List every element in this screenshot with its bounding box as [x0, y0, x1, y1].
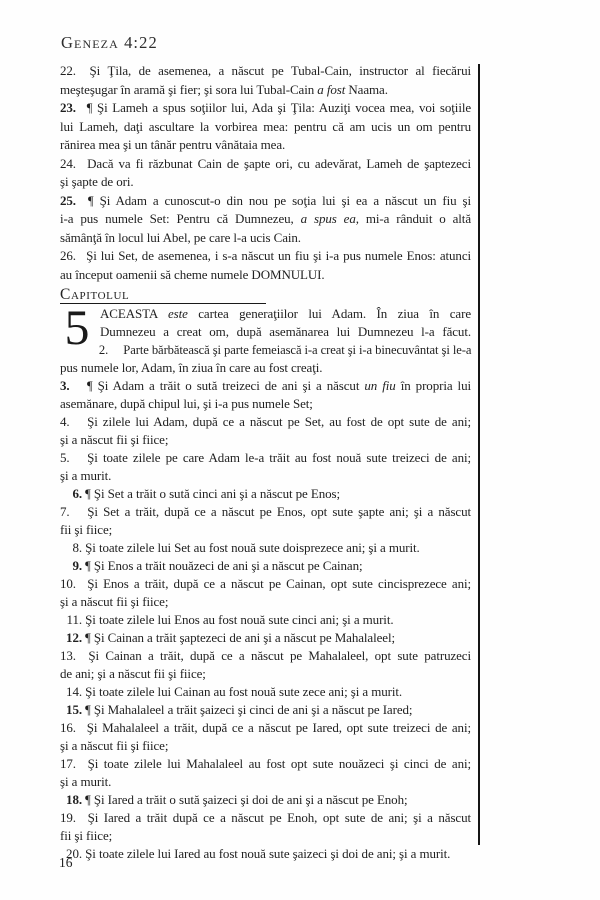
verse-text: sămânţă în locul lui Abel, pe care l-a ucis Cain.: [60, 229, 301, 245]
verse-line: [60, 809, 471, 827]
verse-line: [60, 773, 471, 791]
verse-text: pus numele lor, Adam, în ziua în care au fost creaţi.: [60, 360, 323, 375]
verse-26: [60, 247, 471, 284]
verse-text: Şi toate zilele lui Set au fost nouă sute doisprezece ani; şi a murit.: [85, 540, 420, 555]
chapter-heading: Capitolul: [60, 286, 266, 304]
pilcrow-icon: ¶: [85, 793, 91, 807]
verse-number: 17.: [60, 756, 76, 771]
verse-number: 6.: [72, 486, 82, 501]
verse-line: [60, 155, 471, 174]
verse-text: Parte bărbătească şi parte femeiască i-a creat şi i-a binecuvântat şi le-a: [123, 342, 472, 357]
verse-19: [60, 809, 471, 845]
verse-5: [60, 449, 471, 485]
verse-4: [60, 413, 471, 449]
verse-text: rănirea mea şi un tânăr pentru vânătaia mea.: [60, 137, 286, 152]
verse-18: [60, 791, 471, 809]
pilcrow-icon: ¶: [85, 487, 91, 501]
verse-text: Şi toate zilele lui Mahalaleel au fost opt sute nouăzeci şi cinci de ani;: [87, 756, 471, 771]
verse-text: Şi Cainan a trăit şaptezeci de ani şi a născut pe Mahalaleel;: [93, 630, 395, 645]
verse-text: ACEASTA: [100, 306, 168, 321]
verse-text: Şi Cainan a trăit, după ce a născut pe Mahalaleel, opt sute patruzeci: [88, 648, 471, 663]
verse-text: şi a născut fii şi fiice;: [60, 738, 169, 753]
verse-number: 26.: [60, 248, 76, 263]
verse-10: [60, 575, 471, 611]
verse-number: 3.: [60, 378, 70, 393]
verse-number: 20.: [66, 846, 82, 861]
verse-italic-text: este: [167, 306, 188, 321]
verse-text: lui Lameh, daţi ascultare la vorbirea mea: pentru că am ucis un om pentru: [60, 118, 471, 134]
verse-line: [60, 575, 471, 593]
verse-number: 16.: [60, 720, 76, 735]
verse-text: Şi toate zilele pe care Adam le-a trăit au fost nouă sute treizeci de ani;: [87, 450, 472, 465]
verse-text: Şi Ţila, de asemenea, a născut pe Tubal-Cain, instructor al fiecărui: [89, 63, 471, 78]
verse-line: [60, 683, 471, 701]
verse-text: Şi Mahalaleel a trăit şaizeci şi cinci de ani şi a născut pe Iared;: [93, 702, 413, 717]
verse-2: [60, 341, 471, 377]
verse-number: 25.: [60, 192, 76, 208]
verse-15: [60, 701, 471, 719]
verse-number: 15.: [66, 702, 82, 717]
page-number: 16: [59, 855, 73, 870]
verse-9: [60, 557, 471, 575]
verse-12: [60, 629, 471, 647]
verse-text: Şi Set a trăit, după ce a născut pe Enos, opt sute şapte ani; şi a născut: [87, 504, 471, 519]
verse-line: [60, 791, 471, 809]
verse-text: Şi Enos a trăit nouăzeci de ani şi a născut pe Cainan;: [93, 558, 363, 573]
verse-line: [60, 629, 471, 647]
running-head: Geneza 4:22: [61, 33, 158, 52]
verse-line: [60, 557, 471, 575]
verse-text: cartea generaţiilor lui Adam. În ziua în care: [187, 306, 471, 321]
verse-number: 11.: [66, 612, 82, 627]
verse-text: Şi Enos a trăit, după ce a născut pe Cainan, opt sute cincisprezece ani;: [87, 576, 472, 591]
verse-text: fii şi fiice;: [60, 828, 113, 843]
verse-line: [60, 845, 471, 863]
verse-text: Şi Mahalaleel a trăit, după ce a născut pe Iared, opt sute treizeci de ani;: [86, 720, 471, 735]
verse-line: [60, 467, 471, 485]
verse-line: [60, 118, 471, 137]
verse-text: Şi lui Set, de asemenea, i s-a născut un fiu şi i-a pus numele Enos: atunci: [86, 248, 471, 263]
verse-25: [60, 192, 471, 248]
verse-line: [60, 431, 471, 449]
verse-14: [60, 683, 471, 701]
verse-text: mi-a rânduit o altă: [358, 211, 471, 226]
verse-text: Şi Lameh a spus soţiilor lui, Ada şi Ţila: Auziţi vocea mea, voi soţiile: [96, 100, 472, 115]
verse-text: Şi Iared a trăit o sută şaizeci şi doi de ani şi a născut pe Enoh;: [93, 792, 408, 807]
verse-line: [60, 485, 471, 503]
verse-line: [60, 192, 471, 211]
verse-line: [60, 247, 471, 266]
pilcrow-icon: ¶: [85, 703, 91, 717]
verse-line: [60, 341, 472, 359]
verse-24: [60, 155, 471, 192]
section-genesis5: [60, 341, 471, 863]
verse-line: [60, 611, 471, 629]
verse-text: meşteşugar în aramă şi fier; şi sora lui Tubal-Cain: [60, 81, 318, 97]
verse-number: 19.: [60, 810, 76, 825]
verse-22: [60, 62, 471, 99]
verse-text: fii şi fiice;: [60, 522, 113, 537]
pilcrow-icon: ¶: [86, 101, 93, 115]
verse-line: [60, 719, 471, 737]
verse-text: Naama.: [345, 81, 388, 97]
verse-line: [60, 755, 471, 773]
verse-number: 7.: [60, 504, 70, 519]
verse-number: 13.: [60, 648, 76, 663]
verse-text: de ani; şi a născut fii şi fiice;: [60, 666, 206, 681]
verse-20: [60, 845, 471, 863]
verse-text: Şi Iared a trăit după ce a născut pe Enoh, opt sute de ani; şi a născut: [87, 810, 471, 825]
verse-line: [60, 449, 471, 467]
verse-line: [60, 359, 471, 377]
verse-6: [60, 485, 471, 503]
verse-text: şi a murit.: [60, 468, 112, 483]
verse-text: Şi Adam a cunoscut-o din nou pe soţia lui şi ea a născut un fiu şi: [99, 192, 471, 208]
verse-line: [60, 323, 471, 341]
verse-number: 12.: [66, 630, 82, 645]
verse-number: 2.: [98, 342, 109, 357]
verse-number: 14.: [66, 684, 82, 699]
verse-line: [60, 395, 471, 413]
verse-11: [60, 611, 471, 629]
pilcrow-icon: ¶: [85, 631, 91, 645]
verse-text: i-a pus numele Set: Pentru că Dumnezeu,: [60, 211, 301, 226]
verse-23: [60, 99, 471, 155]
verse-line: [60, 173, 471, 192]
verse-line: [60, 229, 471, 248]
verse-text: şi a născut fii şi fiice;: [60, 594, 169, 609]
verse-13: [60, 647, 471, 683]
verse-text: Şi Set a trăit o sută cinci ani şi a născut pe Enos;: [93, 486, 340, 501]
verse-8: [60, 539, 471, 557]
verse-line: [60, 539, 471, 557]
verse-line: [60, 266, 471, 285]
verse-number: 10.: [60, 576, 76, 591]
pilcrow-icon: ¶: [85, 559, 91, 573]
verse-3: [60, 377, 471, 413]
verse-text: în propria lui: [395, 378, 471, 393]
verse-line: [60, 81, 471, 100]
verse-text: şi şapte de ori.: [60, 174, 134, 189]
verse-italic-text: a spus ea,: [300, 211, 359, 226]
verse-line: [60, 503, 471, 521]
verse-number: 9.: [72, 558, 82, 573]
verse-line: [60, 377, 471, 395]
verse-text: Şi toate zilele lui Enos au fost nouă sute cinci ani; şi a murit.: [85, 612, 394, 627]
pilcrow-icon: ¶: [87, 379, 93, 393]
verse-line: [60, 413, 471, 431]
verse-text: şi a născut fii şi fiice;: [60, 432, 169, 447]
verse-line: [60, 737, 471, 755]
verse-line: [60, 647, 471, 665]
verse-line: [60, 136, 471, 155]
verse-text: Dumnezeu a creat om, după asemănarea lui Dumnezeu l-a făcut.: [100, 324, 471, 339]
verse-line: [60, 827, 471, 845]
verse-line: [60, 62, 471, 81]
verse-number: 24.: [60, 155, 76, 171]
verse-text: şi a murit.: [60, 774, 112, 789]
verse-text: Şi toate zilele lui Iared au fost nouă sute şaizeci şi doi de ani; şi a murit.: [85, 846, 451, 861]
chapter-drop-cap: 5: [64, 299, 90, 355]
verse-line: [60, 701, 471, 719]
verse-text: asemănare, după chipul lui, şi i-a pus numele Set;: [60, 396, 313, 411]
verse-7: [60, 503, 471, 539]
verse-text: Şi Adam a trăit o sută treizeci de ani şi a născut: [97, 378, 365, 393]
verse-number: 8.: [72, 540, 82, 555]
verse-line: [60, 99, 471, 118]
verse-number: 4.: [60, 414, 70, 429]
verse-text: Dacă va fi răzbunat Cain de şapte ori, cu adevărat, Lameh de şaptezeci: [87, 155, 471, 171]
verse-line: [60, 210, 471, 229]
verse-text: au început oamenii să cheme numele DOMNULUI.: [60, 266, 325, 282]
verse-number: 18.: [66, 792, 82, 807]
verse-line: [60, 665, 471, 683]
verse-line: [60, 305, 471, 323]
verse-line: [60, 593, 471, 611]
verse-17: [60, 755, 471, 791]
section-genesis4: [60, 62, 471, 284]
pilcrow-icon: ¶: [88, 193, 94, 208]
margin-rule: [478, 64, 480, 845]
verse-line: [60, 521, 471, 539]
verse-text: Şi zilele lui Adam, după ce a născut pe Set, au fost de opt sute de ani;: [87, 414, 471, 429]
verse-number: 5.: [60, 450, 70, 465]
text-column: [60, 62, 471, 863]
verse-number: 23.: [60, 100, 76, 115]
verse-16: [60, 719, 471, 755]
verse-number: 22.: [60, 63, 76, 78]
verse-italic-text: un fiu: [364, 378, 396, 393]
verse-text: Şi toate zilele lui Cainan au fost nouă sute zece ani; şi a murit.: [85, 684, 403, 699]
verse-italic-text: a fost: [317, 81, 346, 97]
